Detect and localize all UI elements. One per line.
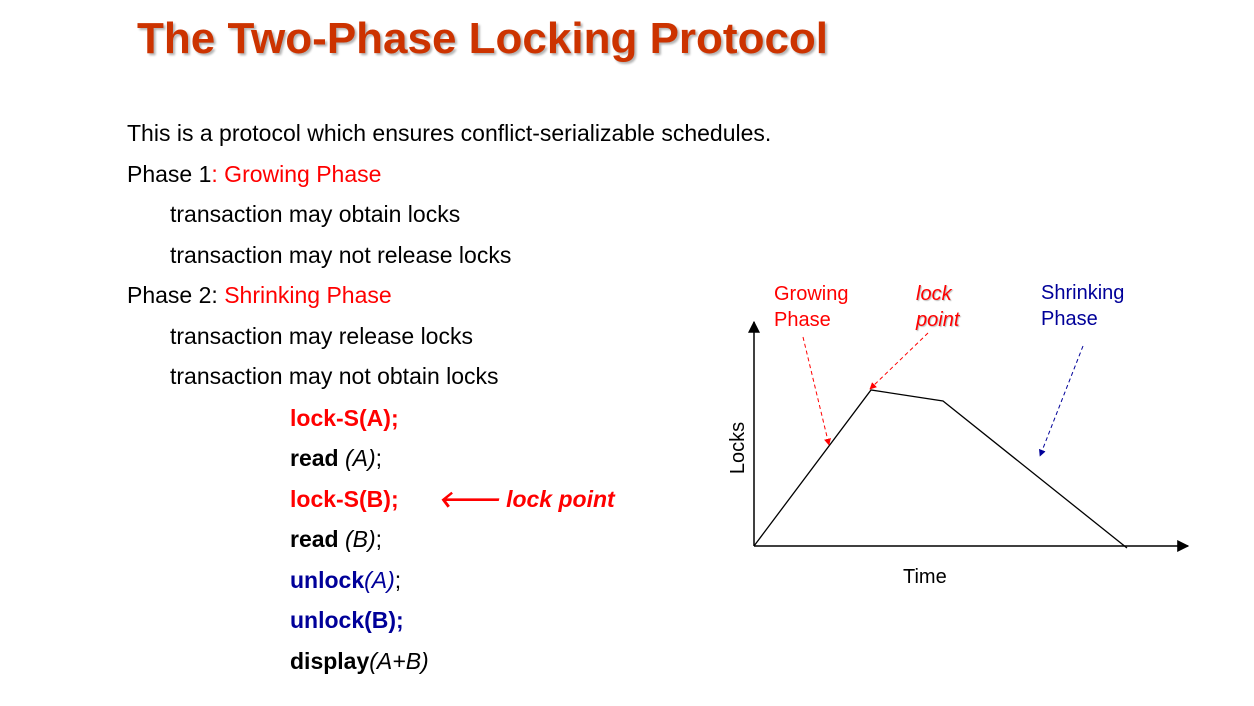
- code-read-a-keyword: read: [290, 445, 339, 471]
- phase1-prefix: Phase 1: [127, 161, 212, 187]
- code-unlock-a-keyword: unlock: [290, 567, 365, 593]
- y-axis-label: Locks: [727, 421, 750, 475]
- phase2-rule-1: transaction may release locks: [170, 323, 473, 349]
- code-display-arg: (A+B): [369, 648, 429, 674]
- phase1-name: : Growing Phase: [211, 161, 382, 187]
- locks-curve: [754, 390, 1127, 548]
- growing-phase-label: Growing Phase: [774, 283, 849, 331]
- code-read-b-arg: (B): [338, 526, 376, 552]
- page-title: The Two-Phase Locking Protocol: [137, 14, 829, 63]
- code-unlock-a-end: ;: [394, 567, 402, 593]
- intro-text: This is a protocol which ensures conflict-serializable schedules.: [127, 120, 772, 146]
- code-lock-s-b: lock-S(B);: [290, 486, 399, 512]
- code-read-a-end: ;: [375, 445, 383, 471]
- phase1-rule-1: transaction may obtain locks: [170, 201, 461, 227]
- phase2-name: Shrinking Phase: [224, 282, 392, 308]
- code-display-keyword: display: [290, 648, 370, 674]
- x-axis-label: Time: [903, 566, 947, 588]
- code-lock-s-a: lock-S(A);: [290, 405, 399, 431]
- shrinking-phase-label: Shrinking Phase: [1041, 282, 1125, 330]
- shrinking-phase-pointer: [1040, 346, 1083, 456]
- phase1-rule-2: transaction may not release locks: [170, 242, 512, 268]
- lock-point-annotation: 🡐 lock point: [438, 486, 615, 512]
- code-read-b-end: ;: [375, 526, 383, 552]
- lock-point-pointer: [870, 333, 928, 389]
- code-unlock-b: unlock(B);: [290, 607, 404, 633]
- phase2-rule-2: transaction may not obtain locks: [170, 363, 499, 389]
- phase2-prefix: Phase 2:: [127, 282, 225, 308]
- lock-point-label: lock point: [916, 283, 960, 331]
- code-read-a-arg: (A): [338, 445, 376, 471]
- growing-phase-pointer: [803, 337, 829, 445]
- code-read-b-keyword: read: [290, 526, 339, 552]
- code-unlock-a-arg: (A): [364, 567, 395, 593]
